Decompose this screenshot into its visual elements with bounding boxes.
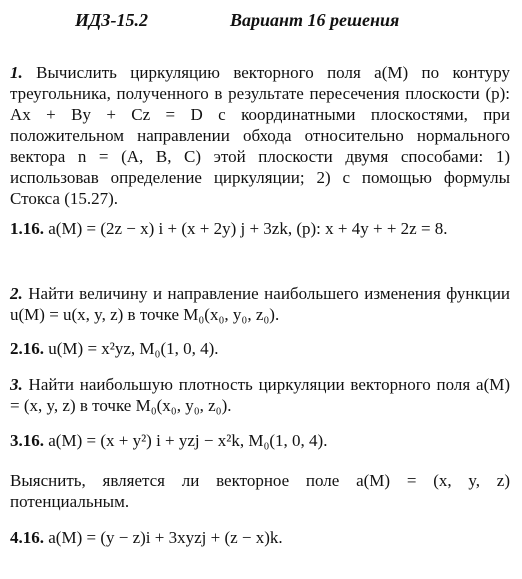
variant-1 xyxy=(10,218,510,239)
task-2-number: 2. xyxy=(10,284,23,303)
variant-4-number: 4.16. xyxy=(10,528,44,547)
variant-4 xyxy=(10,527,510,548)
task-4-text: Выяснить, является ли векторное поле a(M) = (x, y, z) потенциальным. xyxy=(10,471,510,511)
variant-3 xyxy=(10,430,510,451)
variant-1-number: 1.16. xyxy=(10,219,44,238)
variant-2-text: u(M) = x²yz, M₀(1, 0, 4). xyxy=(48,339,219,358)
header-right: Вариант 16 решения xyxy=(230,10,400,30)
variant-4-text: a(M) = (y − z)i + 3xyzj + (z − x)k. xyxy=(48,528,283,547)
variant-3-number: 3.16. xyxy=(10,431,44,450)
task-2-text: Найти величину и направление наибольшего изменения функции u(M) = u(x, y, z) в точке M₀(x₀, y₀, z₀). xyxy=(10,284,511,324)
variant-3-text: a(M) = (x + y²) i + yzj − x²k, M₀(1, 0, 4). xyxy=(48,431,328,450)
variant-1-text: a(M) = (2z − x) i + (x + 2y) j + 3zk, (p): x + 4y + + 2z = 8. xyxy=(48,219,448,238)
document-header xyxy=(75,10,502,31)
task-3 xyxy=(10,374,510,416)
header-left: ИДЗ-15.2 xyxy=(75,10,148,30)
task-2 xyxy=(10,283,510,325)
task-1-number: 1. xyxy=(10,63,23,82)
task-1 xyxy=(10,62,510,209)
task-3-text: Найти наибольшую плотность циркуляции векторного поля a(M) = (x, y, z) в точке M₀(x₀, y₀, z₀). xyxy=(10,375,511,415)
task-3-number: 3. xyxy=(10,375,23,394)
variant-2 xyxy=(10,338,510,359)
task-1-text: Вычислить циркуляцию векторного поля a(M) по контуру треугольника, полученного в результате пересечения плоскости (p): Ax + By + Cz = D с координатными плоскостями, при положительном направлении обхода относительно нормального вектора n = (A, B, C) этой плоскости двумя способами: 1) использовав определение циркуляции; 2) с помощью формулы Стокса (15.27). xyxy=(10,63,511,208)
task-4 xyxy=(10,470,510,512)
variant-2-number: 2.16. xyxy=(10,339,44,358)
